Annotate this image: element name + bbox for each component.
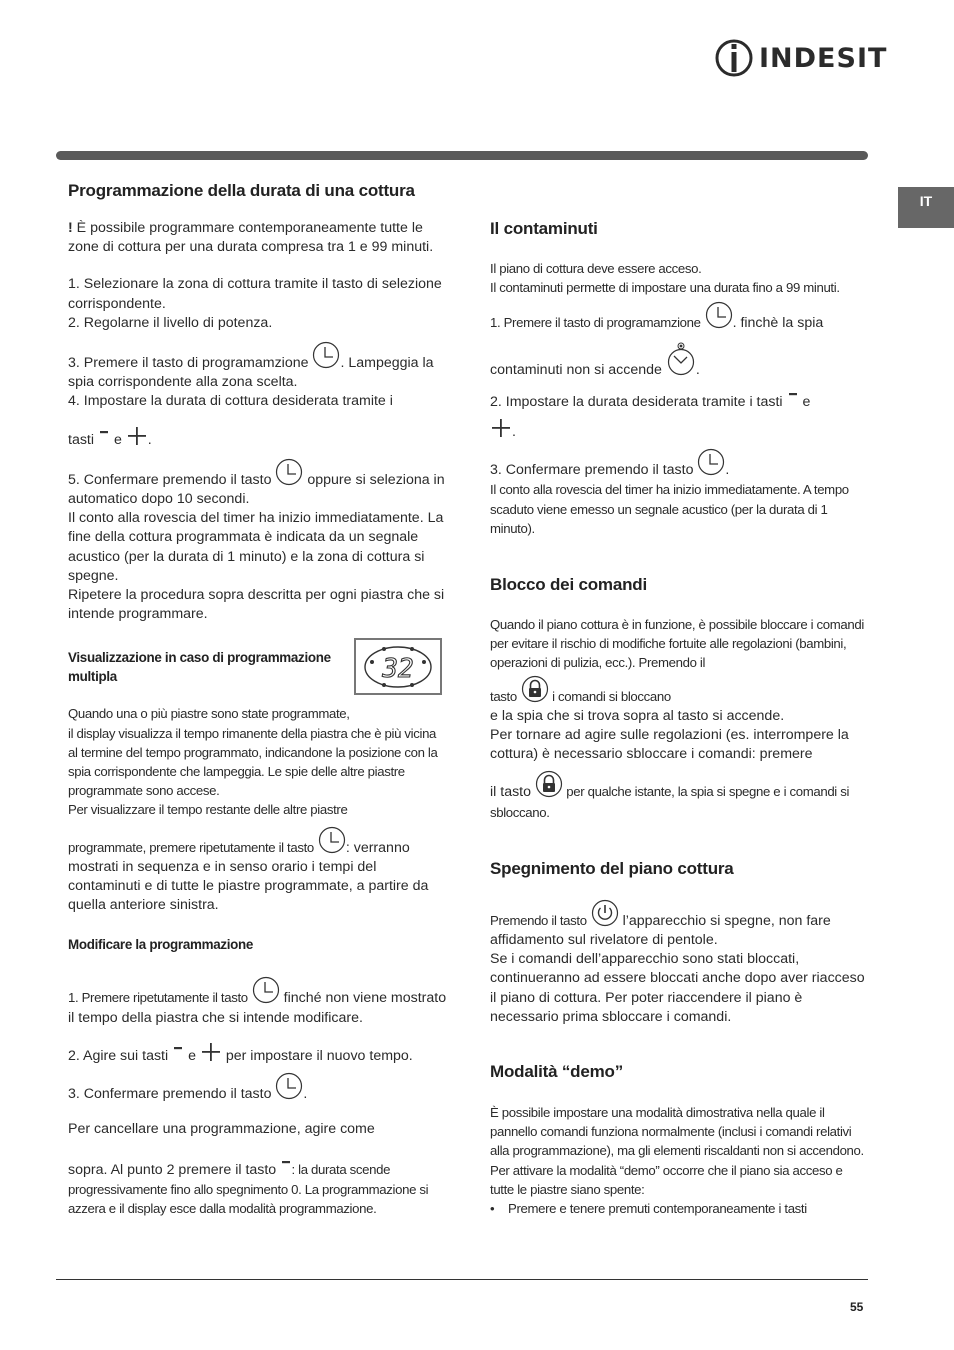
header-rule <box>56 151 868 160</box>
step-3-text: 3. Premere il tasto di programamzione <box>68 355 309 372</box>
step-5-text: 5. Confermare premendo il tasto <box>68 471 272 488</box>
timer-step-1-cont-text: contaminuti non si accende <box>490 361 662 378</box>
timer-p3: Il conto alla rovescia del timer ha inizio immediatamente. A tempo scaduto viene emesso un segnale acustico (per la durata di 1 minuto). <box>490 482 849 536</box>
modify-step-3 <box>68 1072 448 1104</box>
timer-step-1-cont <box>490 342 868 380</box>
timer-step-2-text: 2. Impostare la durata desiderata tramite i tasti <box>490 393 783 410</box>
modify-step-2-end: per impostare il nuovo tempo. <box>221 1047 413 1064</box>
section-title-programming: Programmazione della durata di una cottura <box>68 181 415 200</box>
and-label: e <box>113 431 122 448</box>
off-p1 <box>490 899 868 950</box>
timer-step-2-end: . <box>512 424 516 441</box>
modify-step-2-text: 2. Agire sui tasti <box>68 1047 169 1064</box>
warning-mark: ! <box>68 220 73 236</box>
multi-p3: Per visualizzare il tempo restante delle altre piastre <box>68 802 348 818</box>
timer-step-2-plus <box>490 418 868 442</box>
timer-intro <box>490 259 868 297</box>
plus-icon <box>490 418 512 438</box>
step-4-keys: tasti e . <box>68 426 448 450</box>
power-icon <box>591 899 619 927</box>
timer-step-1-cont-end: . <box>695 361 700 378</box>
clock-icon <box>318 826 346 854</box>
lock-p1: Quando il piano cottura è in funzione, è possibile bloccare i comandi per evitare il rischio di modifiche fortuite alle regolazioni (bambini, operazioni di pulizia, ecc.). Premendo il <box>490 617 864 671</box>
off-p2: Se i comandi dell’apparecchio sono stati bloccati, continueranno ad essere bloccati anche dopo aver riacceso il piano di cottura. Per poter riaccendere il piano è necessario prima sbloccare i comandi. <box>490 951 865 1025</box>
and-label: e <box>188 1047 196 1064</box>
timer-p1: Il piano di cottura deve essere acceso. <box>490 261 702 276</box>
clock-icon <box>275 458 303 486</box>
multi-p2: il display visualizza il tempo rimanente della piastra che è più vicina al termine del tempo programmato, indicandone la posizione con la spia corrispondente che lampeggia. Le spie delle altre piastre programmate sono accese. <box>68 725 438 799</box>
off-p1-end: l’apparecchio si spegne, non fare affidamento sul rivelatore di pentole. <box>490 912 831 949</box>
multi-p4-text: programmate, premere ripetutamente il tasto <box>68 839 314 855</box>
indesit-logo-icon <box>715 38 753 78</box>
tasti-label: tasti <box>68 431 95 448</box>
step-5-text-end: oppure si seleziona in automatico dopo 10 secondi. <box>68 471 445 508</box>
subsection-title-modify: Modificare la programmazione <box>68 937 254 953</box>
multi-p4 <box>68 826 448 916</box>
cancel-p2-end: : la durata scende progressivamente fino allo spegnimento 0. La programmazione si azzera e il display esce dalla modalità programmazione. <box>68 1161 429 1216</box>
lock-p4: Per tornare ad agire sulle regolazioni (es. interrompere la cottura) è necessario sbloccare i comandi: premere <box>490 727 849 763</box>
minus-icon <box>787 390 799 408</box>
modify-step-1 <box>68 976 448 1027</box>
plus-icon <box>126 426 148 446</box>
brand-name: INDESIT <box>759 42 888 74</box>
modify-step-1-end: finché non viene mostrato il tempo della piastra che si intende modificare. <box>68 990 447 1026</box>
and-label: e <box>802 393 811 410</box>
cancel-p1: Per cancellare una programmazione, agire come <box>68 1121 375 1138</box>
multi-p4-text-end: : verranno mostrati in sequenza e in senso orario i tempi del contaminuti e di tutte le piastre programmate, a partire da quella anteriore sinistra. <box>68 839 429 914</box>
page-number: 55 <box>850 1300 864 1314</box>
modify-step-3-text: 3. Confermare premendo il tasto <box>68 1086 272 1103</box>
modify-step-2 <box>68 1042 448 1066</box>
clock-icon <box>312 341 340 369</box>
clock-icon <box>275 1072 303 1100</box>
step-5-countdown: Il conto alla rovescia del timer ha inizio immediatamente. La fine della cottura programmata è indicata da un segnale acustico (per la durata di 1 minuto) e la zona di cottura si spegne. <box>68 510 444 584</box>
lock-p2 <box>490 675 868 707</box>
minus-icon <box>280 1158 292 1176</box>
subsection-title-multi: Visualizzazione in caso di programmazione multipla <box>68 650 331 685</box>
timer-step-1-text: 1. Premere il tasto di programamzione <box>490 315 701 331</box>
timer-step-3 <box>490 448 868 480</box>
lock-p5-end: per qualche istante, la spia si spegne e i comandi si sbloccano. <box>490 784 850 820</box>
lock-p2-end: i comandi si bloccano <box>548 688 671 704</box>
timer-p2: Il contaminuti permette di impostare una durata fino a 99 minuti. <box>490 280 840 296</box>
step-2: 2. Regolarne il livello di potenza. <box>68 314 273 331</box>
minute-timer-icon <box>666 342 696 376</box>
warning-text: È possibile programmare contemporaneamente tutte le zone di cottura per una durata compresa tra 1 e 99 minuti. <box>68 220 434 256</box>
bullet-icon: • <box>490 1201 495 1217</box>
off-p1-text: Premendo il tasto <box>490 912 587 928</box>
language-tab: IT <box>898 187 954 228</box>
lock-icon <box>521 675 549 703</box>
clock-icon <box>697 448 725 476</box>
multi-block <box>68 704 448 819</box>
lock-p5 <box>490 770 868 822</box>
lock-icon <box>535 770 563 798</box>
cancel-p2 <box>68 1158 448 1219</box>
minus-icon <box>172 1044 184 1062</box>
step-5-repeat: Ripetere la procedura sopra descritta per ogni piastra che si intende programmare. <box>68 587 445 623</box>
section-title-timer: Il contaminuti <box>490 219 598 238</box>
warning-paragraph <box>68 219 448 257</box>
indesit-logo <box>715 36 887 80</box>
timer-step-3-text: 3. Confermare premendo il tasto <box>490 462 694 479</box>
timer-step-2 <box>490 390 868 412</box>
multi-title-block <box>68 648 348 686</box>
modify-step-3-end: . <box>303 1086 308 1103</box>
left-column <box>68 181 448 1218</box>
section-title-demo: Modalità “demo” <box>490 1062 624 1082</box>
display-digits: 32 <box>382 654 414 684</box>
timer-step-1 <box>490 301 868 333</box>
step-3-text-end: . Lampeggia la spia corrispondente alla zona scelta. <box>68 355 434 391</box>
lock-p3: e la spia che si trova sopra al tasto si accende. <box>490 707 785 724</box>
demo-bullet <box>490 1199 868 1218</box>
modify-step-1-text: 1. Premere ripetutamente il tasto <box>68 990 248 1006</box>
cancel-p2-text: sopra. Al punto 2 premere il tasto <box>68 1161 277 1178</box>
right-column <box>490 219 868 1218</box>
lock-p5-text: il tasto <box>490 784 532 801</box>
footer-rule <box>56 1279 868 1280</box>
clock-icon <box>705 301 733 329</box>
clock-icon <box>252 976 280 1004</box>
step-4: 4. Impostare la durata di cottura desiderata tramite i <box>68 393 393 410</box>
step-1: 1. Selezionare la zona di cottura tramite il tasto di selezione corrispondente. <box>68 276 442 312</box>
demo-bullet-text: Premere e tenere premuti contemporaneamente i tasti <box>508 1201 807 1217</box>
demo-p1: È possibile impostare una modalità dimostrativa nella quale il pannello comandi funziona normalmente (inclusi i comandi relativi alla programmazione), ma gli elementi riscaldanti non si accendono. Per attivare la modalità “demo” occorre che il piano sia acceso e tutte le piastre siano spente: <box>490 1105 864 1197</box>
step-5 <box>68 458 448 509</box>
timer-display-illustration <box>354 638 442 695</box>
multi-p1: Quando una o più piastre sono state programmate, <box>68 706 350 722</box>
step-3 <box>68 341 448 392</box>
lock-p2-text: tasto <box>490 688 517 704</box>
timer-step-1-end: . finchè la spia <box>732 315 824 332</box>
minus-icon <box>98 428 110 446</box>
section-title-off: Spegnimento del piano cottura <box>490 858 734 878</box>
plus-icon <box>200 1042 222 1062</box>
section-title-lock: Blocco dei comandi <box>490 575 647 595</box>
timer-step-3-end: . <box>725 462 730 479</box>
display-drawing <box>356 640 440 693</box>
